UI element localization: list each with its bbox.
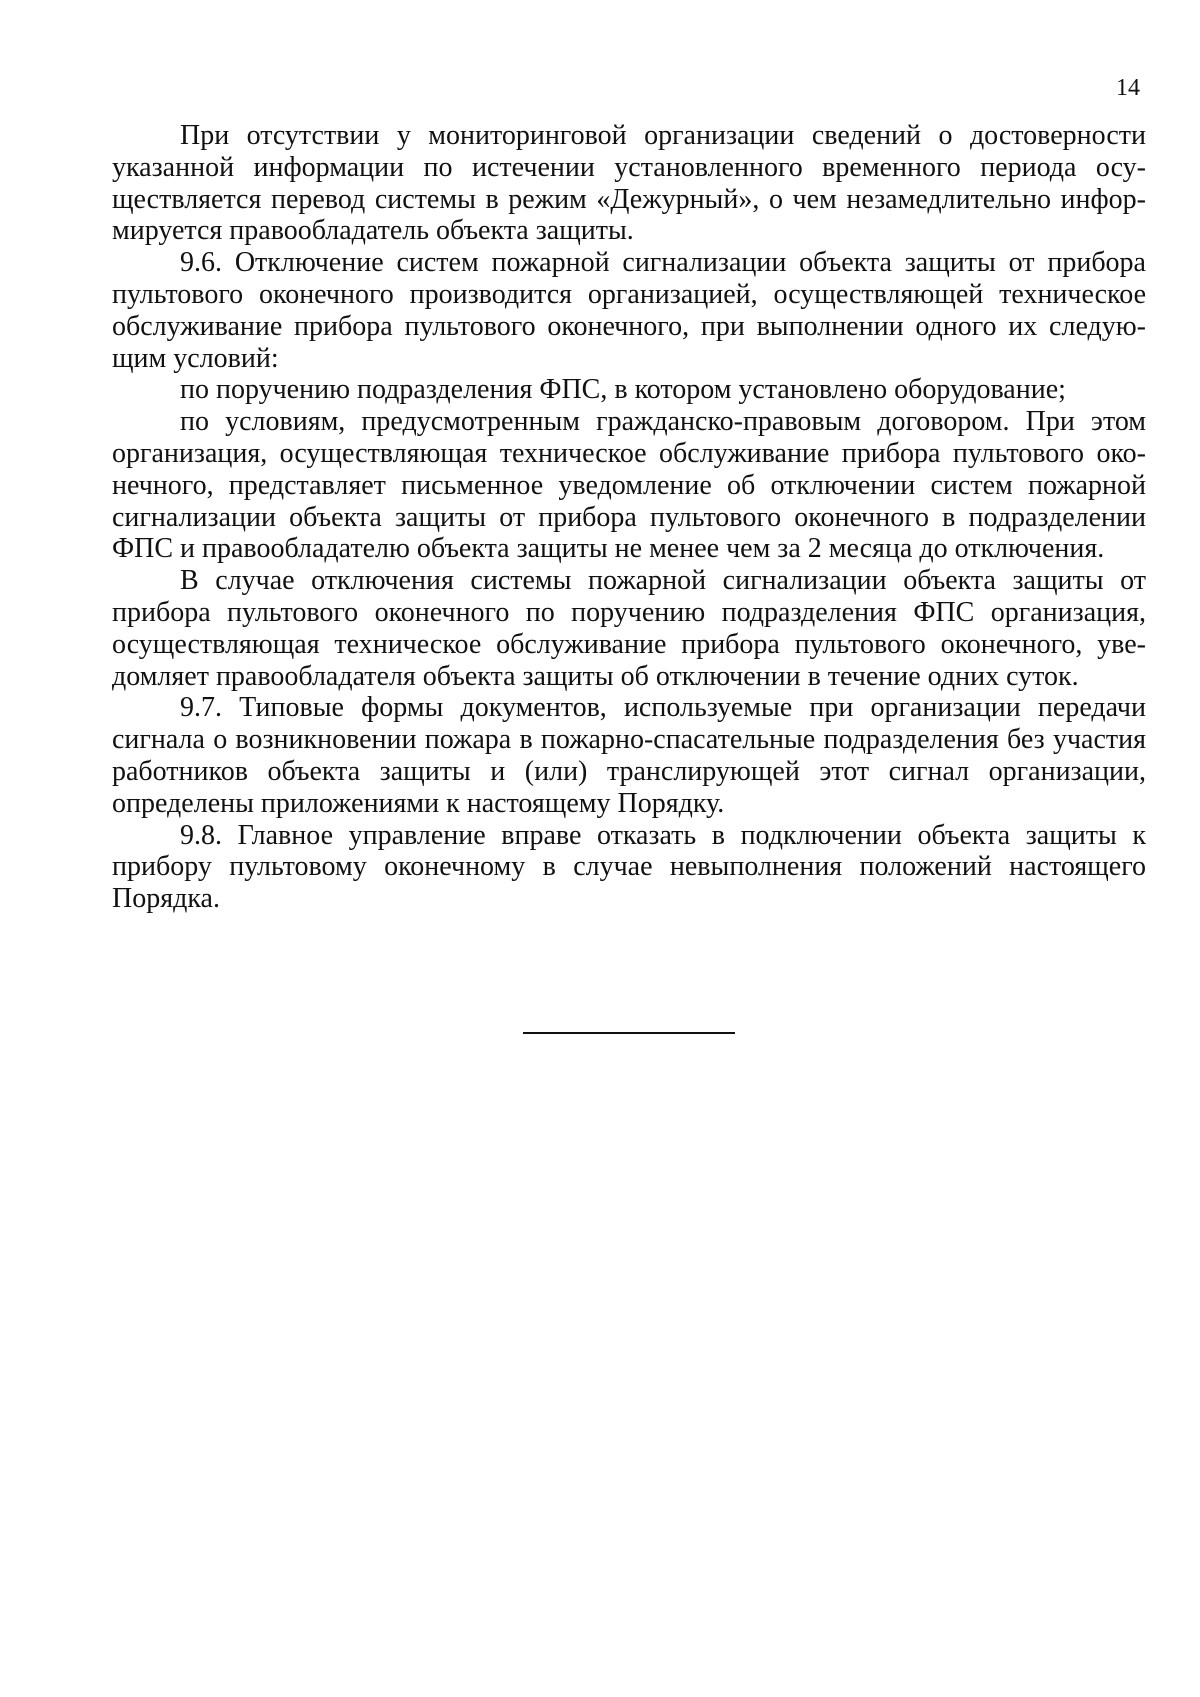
paragraph-9-6: 9.6. Отключение систем пожарной сигнализации объекта защиты от прибора пультового оконечного производится организацией, осуществляющей техническое обслуживание прибора пультового оконечного, при выполнении одного их следующим условий:	[112, 247, 1146, 374]
paragraph-monitoring-info: При отсутствии у мониторинговой организации сведений о достоверности указанной информации по истечении установленного временного периода осуществляется перевод системы в режим «Дежурный», о чем незамедлительно информируется правообладатель объекта защиты.	[112, 120, 1146, 247]
page-number: 14	[1116, 75, 1140, 101]
paragraph-9-7: 9.7. Типовые формы документов, используемые при организации передачи сигнала о возникновении пожара в пожарно-спасательные подразделения без участия работников объекта защиты и (или) транслирующей этот сигнал организации, определены приложениями к настоящему Порядку.	[112, 692, 1146, 819]
end-separator-line	[523, 1032, 735, 1034]
paragraph-disconnection-notice: В случае отключения системы пожарной сигнализации объекта защиты от прибора пультового оконечного по поручению подразделения ФПС организация, осуществляющая техническое обслуживание прибора пультового оконечного, уведомляет правообладателя объекта защиты об отключении в течение одних суток.	[112, 565, 1146, 692]
paragraph-condition-contract: по условиям, предусмотренным гражданско-правовым договором. При этом организация, осуществляющая техническое обслуживание прибора пультового оконечного, представляет письменное уведомление об отключении систем пожарной сигнализации объекта защиты от прибора пультового оконечного в подразделении ФПС и правообладателю объекта защиты не менее чем за 2 месяца до отключения.	[112, 406, 1146, 565]
document-body	[112, 120, 1146, 915]
paragraph-condition-fps-order: по поручению подразделения ФПС, в котором установлено оборудование;	[180, 374, 1066, 406]
paragraph-9-8: 9.8. Главное управление вправе отказать в подключении объекта защиты к прибору пультовому оконечному в случае невыполнения положений настоящего Порядка.	[112, 819, 1146, 915]
